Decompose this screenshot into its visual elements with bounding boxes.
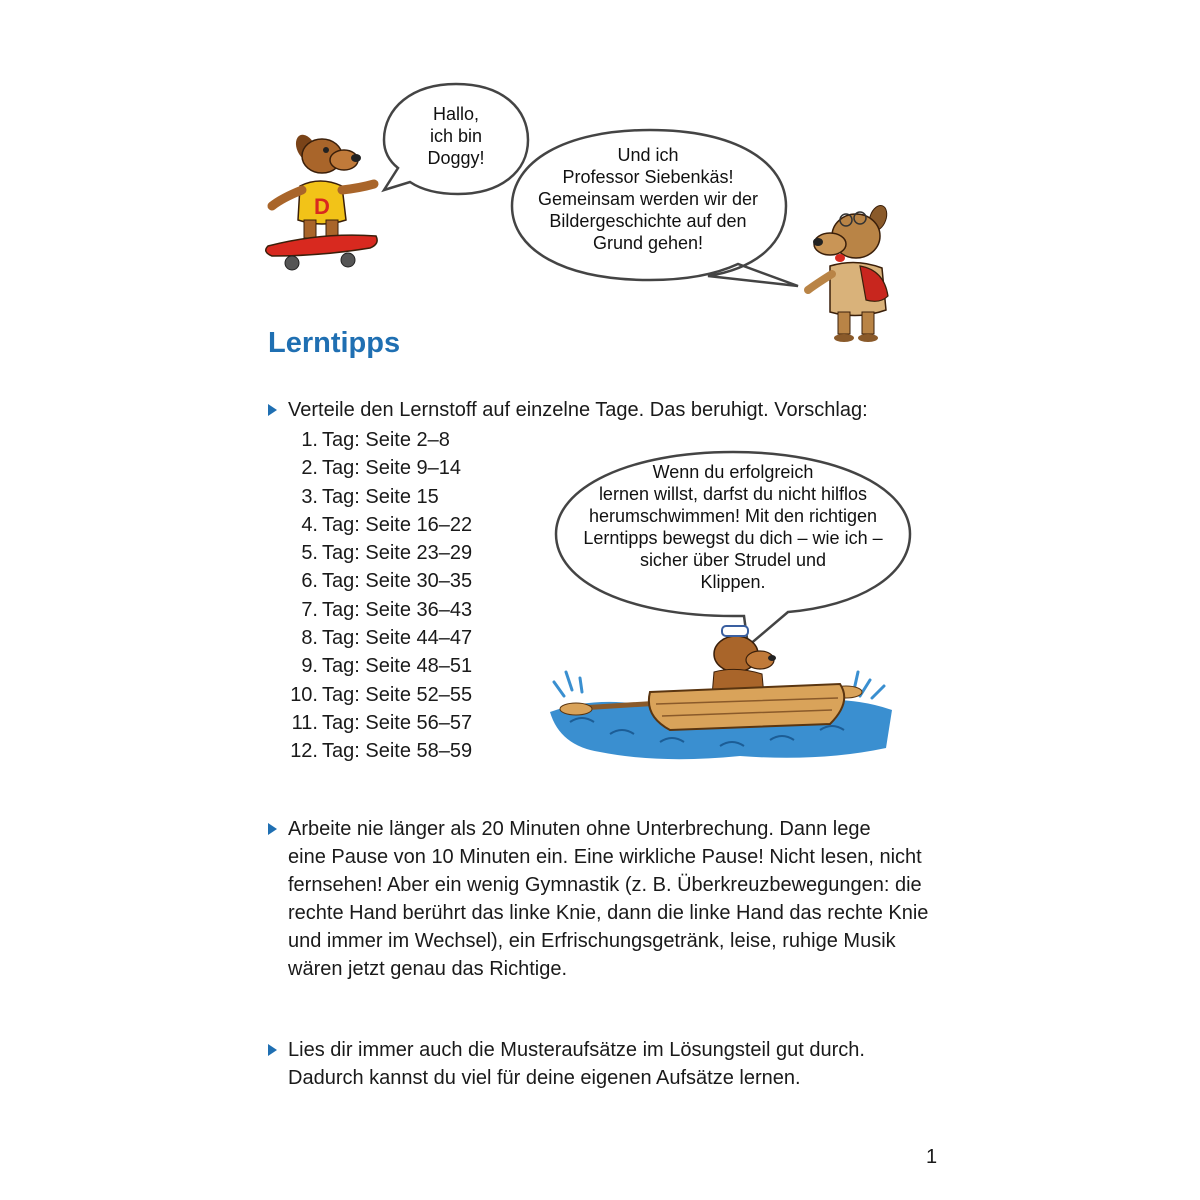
text-line: wären jetzt genau das Richtige.	[288, 958, 568, 980]
day-text: Tag: Seite 52–55	[322, 683, 473, 706]
day-text: Tag: Seite 48–51	[322, 655, 473, 678]
day-number: 4.	[301, 513, 318, 536]
professor-speech-text	[512, 144, 784, 254]
bubble-line: lernen willst, darfst du nicht hilflos	[598, 484, 868, 504]
list-item	[288, 426, 472, 454]
page-number: 1	[926, 1146, 938, 1168]
list-item	[288, 539, 472, 567]
day-text: Tag: Seite 23–29	[322, 542, 473, 565]
day-text: Tag: Seite 9–14	[322, 457, 461, 480]
bubble-line: Lerntipps bewegst du dich – wie ich –	[583, 528, 883, 548]
bubble-line: Grund gehen!	[592, 233, 704, 253]
tip2-paragraph	[288, 815, 928, 983]
bubble-line: herumschwimmen! Mit den richtigen	[588, 506, 878, 526]
text-line: und immer im Wechsel), ein Erfrischungsgetränk, leise, ruhige Musik	[288, 930, 896, 952]
text-line: Arbeite nie länger als 20 Minuten ohne Unterbrechung. Dann lege	[288, 818, 871, 840]
day-number: 7.	[301, 598, 318, 621]
section-heading: Lerntipps	[268, 327, 401, 359]
tip1-intro	[288, 396, 868, 424]
list-item	[288, 681, 472, 709]
day-number: 9.	[301, 655, 318, 678]
day-text: Tag: Seite 2–8	[322, 429, 450, 451]
list-item	[288, 624, 472, 652]
text-line: Dadurch kannst du viel für deine eigenen Aufsätze lernen.	[288, 1067, 801, 1089]
bubble-line: Wenn du erfolgreich	[652, 462, 814, 482]
day-text: Tag: Seite 30–35	[322, 570, 473, 593]
day-number: 5.	[301, 542, 318, 565]
bubble-line: Und ich	[617, 145, 679, 165]
bubble-line: ich bin	[429, 126, 483, 146]
day-text: Tag: Seite 56–57	[322, 711, 473, 734]
list-item	[288, 709, 472, 737]
boat-speech-text	[560, 461, 906, 593]
list-item	[288, 454, 472, 482]
doggy-skateboard-illustration	[262, 128, 382, 278]
day-text: Tag: Seite 15	[322, 485, 439, 508]
bullet-arrow-icon	[268, 1044, 277, 1056]
list-item	[288, 652, 472, 680]
day-number: 1.	[301, 429, 318, 451]
doggy-speech-text	[396, 103, 516, 169]
bubble-line: Hallo,	[432, 104, 480, 124]
list-item	[288, 511, 472, 539]
bullet-arrow-icon	[268, 823, 277, 835]
tip3-paragraph	[288, 1036, 865, 1092]
day-number: 2.	[301, 457, 318, 480]
text-line: fernsehen! Aber ein wenig Gymnastik (z. B. Überkreuzbewegungen: die	[288, 874, 922, 896]
text-line: Verteile den Lernstoff auf einzelne Tage. Das beruhigt. Vorschlag:	[288, 399, 868, 421]
bubble-line: Bildergeschichte auf den	[549, 211, 747, 231]
text-line: eine Pause von 10 Minuten ein. Eine wirkliche Pause! Nicht lesen, nicht	[288, 846, 922, 868]
doggy-rowing-boat-illustration	[540, 612, 900, 762]
bubble-line: Gemeinsam werden wir der	[537, 189, 759, 209]
bubble-line: sicher über Strudel und	[639, 550, 827, 570]
day-number: 6.	[301, 570, 318, 593]
day-number: 12.	[290, 740, 318, 763]
list-item	[288, 737, 472, 765]
text-line: Lies dir immer auch die Musteraufsätze im Lösungsteil gut durch.	[288, 1039, 865, 1061]
professor-siebenkaes-illustration	[800, 200, 896, 345]
list-item	[288, 567, 472, 595]
day-number: 10.	[290, 683, 318, 706]
list-item	[288, 483, 472, 511]
shirt-letter: D	[314, 194, 330, 219]
day-text: Tag: Seite 58–59	[322, 740, 473, 763]
day-number: 11.	[291, 711, 318, 734]
bubble-line: Professor Siebenkäs!	[562, 167, 734, 187]
day-text: Tag: Seite 16–22	[322, 513, 473, 536]
day-schedule-list	[288, 426, 472, 766]
list-item	[288, 596, 472, 624]
day-text: Tag: Seite 44–47	[322, 627, 473, 650]
bubble-line: Doggy!	[427, 148, 485, 168]
day-number: 3.	[301, 485, 318, 508]
bubble-line: Klippen.	[700, 572, 766, 592]
text-line: rechte Hand berührt das linke Knie, dann die linke Hand das rechte Knie	[288, 902, 929, 924]
day-number: 8.	[301, 627, 318, 650]
day-text: Tag: Seite 36–43	[322, 598, 473, 621]
bullet-arrow-icon	[268, 404, 277, 416]
